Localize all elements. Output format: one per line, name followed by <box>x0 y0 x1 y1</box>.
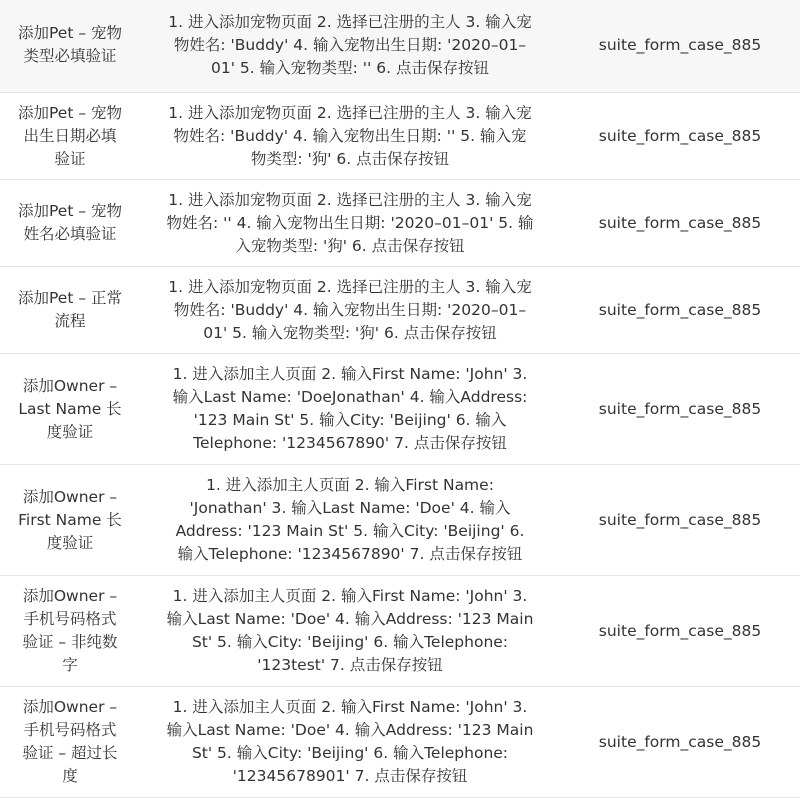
case-steps-cell: 1. 进入添加主人页面 2. 输入First Name: 'John' 3. 输入Last Name: 'Doe' 4. 输入Address: '123 Main St' 5. 输入City: 'Beijing' 6. 输入Telephone: '12345678901' 7. 点击保存按钮 <box>140 687 560 798</box>
case-steps-cell: 1. 进入添加宠物页面 2. 选择已注册的主人 3. 输入宠物姓名: 'Buddy' 4. 输入宠物出生日期: '2020–01–01' 5. 输入宠物类型: '' 6. 点击保存按钮 <box>140 0 560 93</box>
case-steps-cell: 1. 进入添加宠物页面 2. 选择已注册的主人 3. 输入宠物姓名: 'Buddy' 4. 输入宠物出生日期: '' 5. 输入宠物类型: '狗' 6. 点击保存按钮 <box>140 93 560 180</box>
case-title-cell: 添加Pet – 正常流程 <box>0 267 140 354</box>
case-title-cell: 添加Owner – 手机号码格式验证 – 超过长度 <box>0 687 140 798</box>
table-row[interactable] <box>0 354 800 465</box>
case-title-cell: 添加Owner – 手机号码格式验证 – 非纯数字 <box>0 576 140 687</box>
table-row[interactable] <box>0 0 800 93</box>
case-title-cell: 添加Pet – 宠物类型必填验证 <box>0 0 140 93</box>
case-title-cell: 添加Owner – Last Name 长度验证 <box>0 354 140 465</box>
case-title-cell: 添加Pet – 宠物出生日期必填验证 <box>0 93 140 180</box>
case-title-cell: 添加Owner – First Name 长度验证 <box>0 465 140 576</box>
table-row[interactable] <box>0 465 800 576</box>
case-suite-cell: suite_form_case_885 <box>560 354 800 465</box>
case-title-cell: 添加Pet – 宠物姓名必填验证 <box>0 180 140 267</box>
case-suite-cell: suite_form_case_885 <box>560 0 800 93</box>
table-row[interactable] <box>0 687 800 798</box>
case-steps-cell: 1. 进入添加宠物页面 2. 选择已注册的主人 3. 输入宠物姓名: '' 4. 输入宠物出生日期: '2020–01–01' 5. 输入宠物类型: '狗' 6. 点击保存按钮 <box>140 180 560 267</box>
case-suite-cell: suite_form_case_885 <box>560 93 800 180</box>
case-suite-cell: suite_form_case_885 <box>560 687 800 798</box>
table-row[interactable] <box>0 576 800 687</box>
case-suite-cell: suite_form_case_885 <box>560 180 800 267</box>
case-suite-cell: suite_form_case_885 <box>560 576 800 687</box>
case-steps-cell: 1. 进入添加主人页面 2. 输入First Name: 'John' 3. 输入Last Name: 'Doe' 4. 输入Address: '123 Main St' 5. 输入City: 'Beijing' 6. 输入Telephone: '123test' 7. 点击保存按钮 <box>140 576 560 687</box>
table-row[interactable] <box>0 267 800 354</box>
case-steps-cell: 1. 进入添加主人页面 2. 输入First Name: 'John' 3. 输入Last Name: 'DoeJonathan' 4. 输入Address: '123 Main St' 5. 输入City: 'Beijing' 6. 输入Telephone: '1234567890' 7. 点击保存按钮 <box>140 354 560 465</box>
table-row[interactable] <box>0 93 800 180</box>
case-suite-cell: suite_form_case_885 <box>560 465 800 576</box>
case-suite-cell: suite_form_case_885 <box>560 267 800 354</box>
case-steps-cell: 1. 进入添加主人页面 2. 输入First Name: 'Jonathan' 3. 输入Last Name: 'Doe' 4. 输入Address: '123 Main St' 5. 输入City: 'Beijing' 6. 输入Telephone: '1234567890' 7. 点击保存按钮 <box>140 465 560 576</box>
case-steps-cell: 1. 进入添加宠物页面 2. 选择已注册的主人 3. 输入宠物姓名: 'Buddy' 4. 输入宠物出生日期: '2020–01–01' 5. 输入宠物类型: '狗' 6. 点击保存按钮 <box>140 267 560 354</box>
table-row[interactable] <box>0 180 800 267</box>
